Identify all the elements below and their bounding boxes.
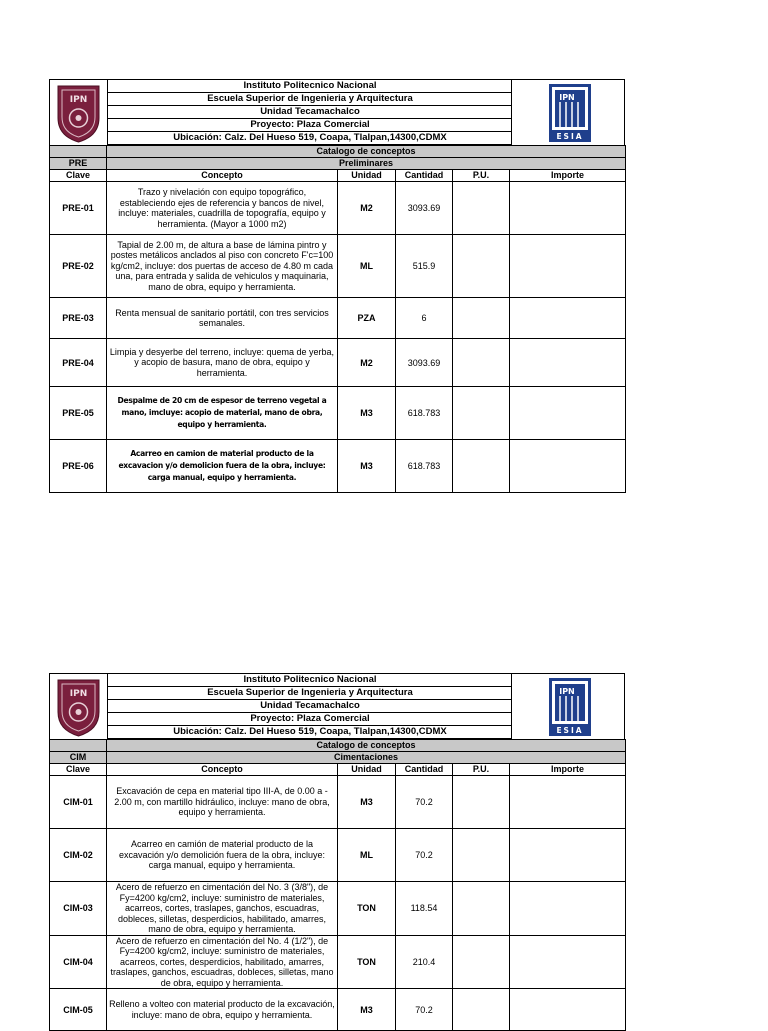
clave-cell: PRE-04 [50,339,107,387]
col-header-importe: Importe [510,170,626,182]
importe-cell[interactable] [510,440,626,493]
unidad-cell: PZA [338,298,396,339]
table-row [50,387,626,440]
section-code: CIM [50,752,107,764]
catalog-table [49,145,626,493]
cantidad-cell: 70.2 [396,776,453,829]
section-code: PRE [50,158,107,170]
pu-cell[interactable] [453,182,510,235]
concepto-cell: Relleno a volteo con material producto de la excavación, incluye: mano de obra, equipo y herramienta. [107,989,338,1031]
concepto-cell: Limpia y desyerbe del terreno, incluye: quema de yerba, y acopio de basura, mano de obra, equipo y herramienta. [107,339,338,387]
table-row [50,829,626,882]
clave-cell: PRE-06 [50,440,107,493]
clave-cell: PRE-01 [50,182,107,235]
unidad-cell: TON [338,935,396,989]
importe-cell[interactable] [510,182,626,235]
sheet-header [49,673,625,739]
importe-cell[interactable] [510,829,626,882]
col-header-cantidad: Cantidad [396,764,453,776]
concepto-cell: Trazo y nivelación con equipo topográfico, estableciendo ejes de referencia y bancos de nivel, incluye: materiales, cuadrilla de topografía, equipo y herramienta. (Mayor a 1000 m2) [107,182,338,235]
col-header-pu: P.U. [453,764,510,776]
column-headers [50,764,626,776]
importe-cell[interactable] [510,298,626,339]
pu-cell[interactable] [453,339,510,387]
clave-cell: PRE-02 [50,235,107,298]
esia-logo-ipn-text: IPN [559,93,575,102]
importe-cell[interactable] [510,387,626,440]
catalog-title: Catalogo de conceptos [107,146,626,158]
col-header-clave: Clave [50,170,107,182]
pu-cell[interactable] [453,935,510,989]
institution-name: Instituto Politecnico Nacional [108,80,512,93]
school-name: Escuela Superior de Ingenieria y Arquitectura [108,93,512,106]
clave-cell: CIM-02 [50,829,107,882]
cantidad-cell: 3093.69 [396,182,453,235]
importe-cell[interactable] [510,339,626,387]
cantidad-cell: 70.2 [396,829,453,882]
unidad-cell: TON [338,882,396,936]
importe-cell[interactable] [510,935,626,989]
col-header-pu: P.U. [453,170,510,182]
unidad-cell: M2 [338,182,396,235]
concepto-cell: Acarreo en camión de material producto de la excavación y/o demolición fuera de la obra, incluye: carga manual, equipo y herramienta. [107,829,338,882]
cantidad-cell: 3093.69 [396,339,453,387]
clave-cell: CIM-05 [50,989,107,1031]
importe-cell[interactable] [510,235,626,298]
cantidad-cell: 618.783 [396,440,453,493]
ipn-shield-logo [50,674,107,739]
ipn-logo-text: IPN [69,689,88,699]
col-header-concepto: Concepto [107,764,338,776]
col-header-concepto: Concepto [107,170,338,182]
institution-name: Instituto Politecnico Nacional [108,674,512,687]
table-row [50,440,626,493]
pu-cell[interactable] [453,440,510,493]
ipn-logo-text: IPN [69,95,88,105]
table-row [50,298,626,339]
unidad-cell: ML [338,829,396,882]
location: Ubicación: Calz. Del Hueso 519, Coapa, Tlalpan,14300,CDMX [108,132,512,145]
unidad-cell: M3 [338,440,396,493]
pu-cell[interactable] [453,989,510,1031]
concepto-cell: Acarreo en camion de material producto de la excavacion y/o demolicion fuera de la obra, incluye: carga manual, equipo y herramienta. [107,440,338,493]
table-row [50,182,626,235]
cantidad-cell: 515.9 [396,235,453,298]
pu-cell[interactable] [453,829,510,882]
ipn-shield-logo [50,80,107,145]
unit-name: Unidad Tecamachalco [108,106,512,119]
clave-cell: CIM-01 [50,776,107,829]
school-name: Escuela Superior de Ingenieria y Arquitectura [108,687,512,700]
esia-logo [511,80,627,145]
table-row [50,235,626,298]
catalog-sheet-cimentaciones [49,673,625,1031]
catalog-title: Catalogo de conceptos [107,740,626,752]
col-header-clave: Clave [50,764,107,776]
pu-cell[interactable] [453,298,510,339]
unidad-cell: M3 [338,989,396,1031]
importe-cell[interactable] [510,989,626,1031]
esia-logo-esia-text: ESIA [556,726,584,735]
concepto-cell: Tapial de 2.00 m, de altura a base de lámina pintro y postes metálicos anclados al piso con concreto F'c=100 kg/cm2, incluye: dos puertas de acceso de 4.80 m cada una, para entrada y salida de vehiculos y maquinaria, mano de obra, equipo y herramienta. [107,235,338,298]
cantidad-cell: 6 [396,298,453,339]
unit-name: Unidad Tecamachalco [108,700,512,713]
cantidad-cell: 210.4 [396,935,453,989]
concepto-cell: Despalme de 20 cm de espesor de terreno vegetal a mano, imcluye: acopio de material, mano de obra, equipo y herramienta. [107,387,338,440]
table-row [50,935,626,989]
project-name: Proyecto: Plaza Comercial [108,713,512,726]
importe-cell[interactable] [510,882,626,936]
unidad-cell: M2 [338,339,396,387]
unidad-cell: ML [338,235,396,298]
column-headers [50,170,626,182]
unidad-cell: M3 [338,776,396,829]
col-header-unidad: Unidad [338,764,396,776]
pu-cell[interactable] [453,776,510,829]
concepto-cell: Acero de refuerzo en cimentación del No. 3 (3/8"), de Fy=4200 kg/cm2, incluye: suministro de materiales, acarreos, cortes, traslapes, ganchos, escuadras, dobleces, silletas, desperdicios, habilitado, amarres, mano de obra, equipo y herramienta. [107,882,338,936]
esia-logo-ipn-text: IPN [559,687,575,696]
table-row [50,882,626,936]
importe-cell[interactable] [510,776,626,829]
concepto-cell: Excavación de cepa en material tipo III-A, de 0.00 a - 2.00 m, con martillo hidráulico, incluye: mano de obra, equipo y herramienta. [107,776,338,829]
cantidad-cell: 618.783 [396,387,453,440]
esia-logo-esia-text: ESIA [556,132,584,141]
pu-cell[interactable] [453,387,510,440]
cantidad-cell: 70.2 [396,989,453,1031]
institution-title-block [107,80,512,145]
concepto-cell: Renta mensual de sanitario portátil, con tres servicios semanales. [107,298,338,339]
unidad-cell: M3 [338,387,396,440]
institution-title-block [107,674,512,739]
table-row [50,339,626,387]
pu-cell[interactable] [453,235,510,298]
location: Ubicación: Calz. Del Hueso 519, Coapa, Tlalpan,14300,CDMX [108,726,512,739]
catalog-table [49,739,626,1031]
clave-cell: PRE-03 [50,298,107,339]
col-header-unidad: Unidad [338,170,396,182]
table-row [50,989,626,1031]
sheet-header [49,79,625,145]
cantidad-cell: 118.54 [396,882,453,936]
esia-logo [511,674,627,739]
table-row [50,776,626,829]
clave-cell: CIM-04 [50,935,107,989]
clave-cell: PRE-05 [50,387,107,440]
col-header-importe: Importe [510,764,626,776]
col-header-cantidad: Cantidad [396,170,453,182]
pu-cell[interactable] [453,882,510,936]
project-name: Proyecto: Plaza Comercial [108,119,512,132]
catalog-sheet-preliminares [49,79,625,493]
section-name: Preliminares [107,158,626,170]
concepto-cell: Acero de refuerzo en cimentación del No. 4 (1/2"), de Fy=4200 kg/cm2, incluye: suministro de materiales, acarreos, cortes, desperdicios, habilitado, amarres, traslapes, ganchos, escuadras, dobleces, silletas, mano de obra, equipo y herramienta. [107,935,338,989]
clave-cell: CIM-03 [50,882,107,936]
section-name: Cimentaciones [107,752,626,764]
